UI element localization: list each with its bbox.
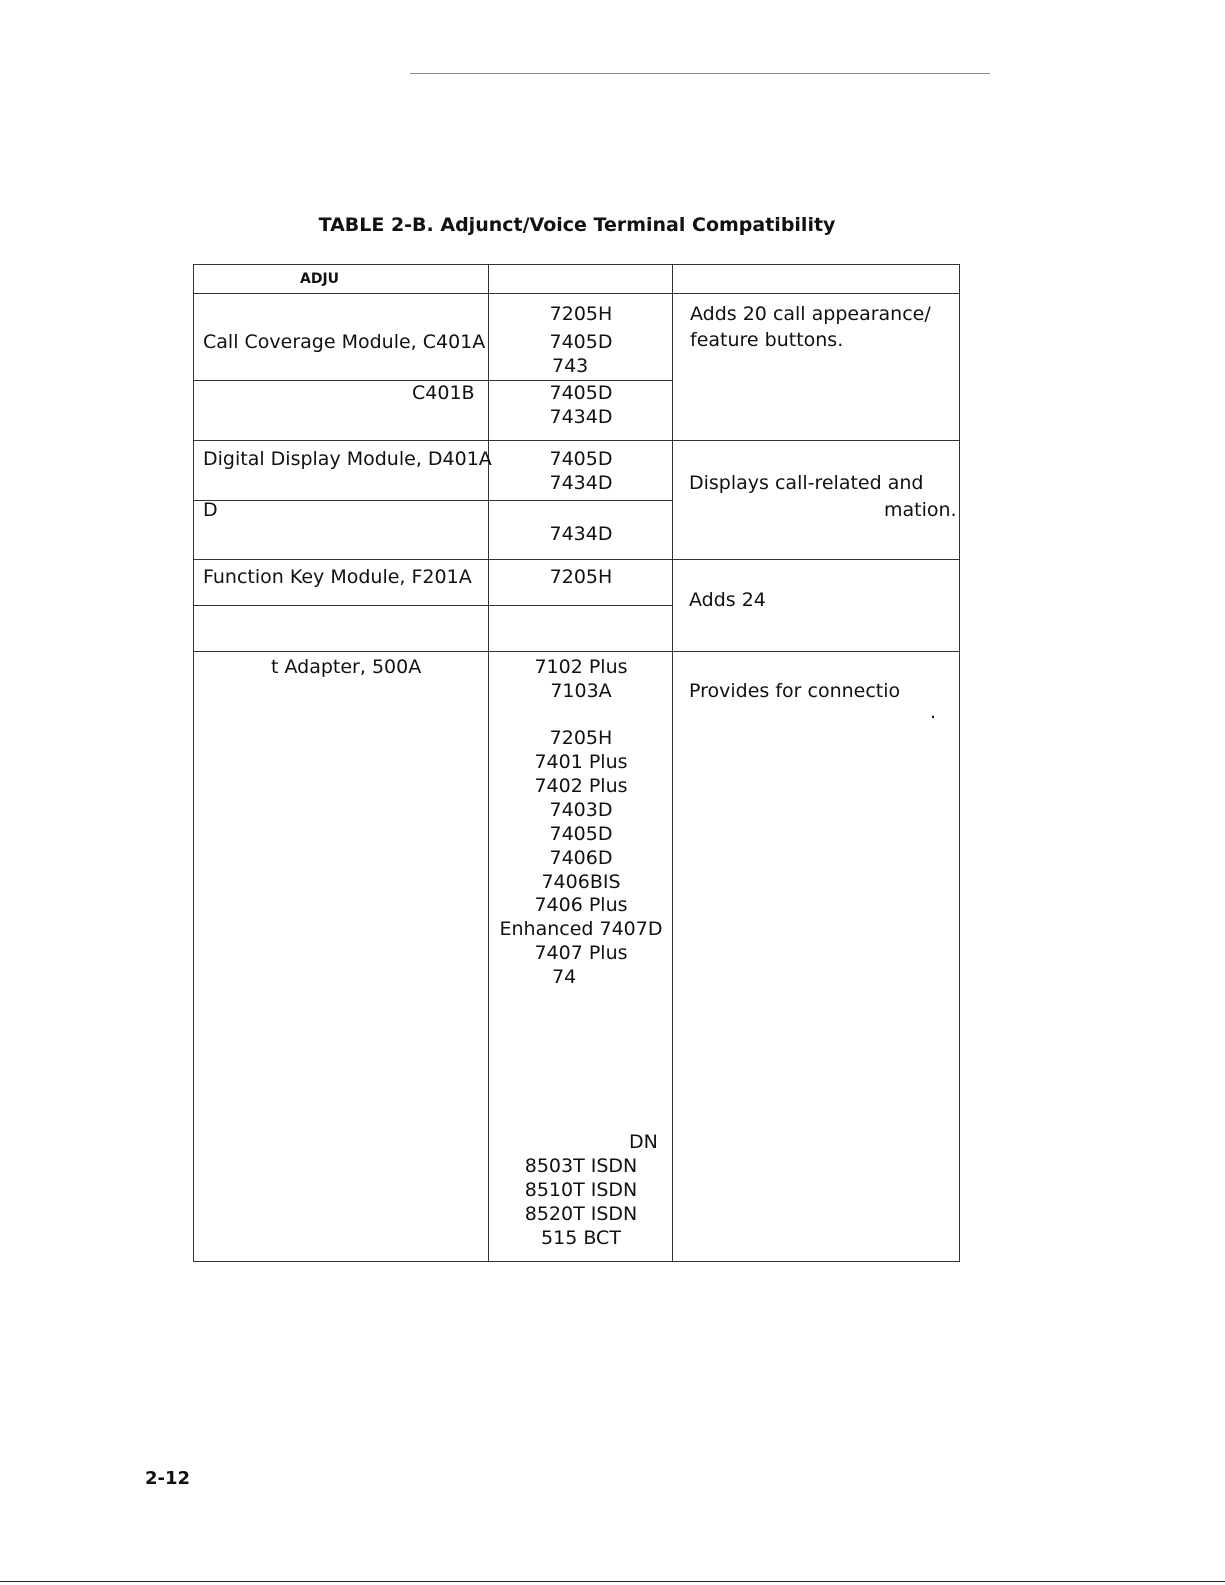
terminal-model: 7102 Plus [534, 656, 628, 678]
terminal-model: 74 [552, 966, 577, 988]
terminal-model: 7434D [549, 406, 613, 428]
adjunct-name: t Adapter, 500A [271, 656, 422, 678]
terminal-model: 7407 Plus [534, 942, 628, 964]
description-line: . [930, 701, 937, 723]
header-rule [410, 73, 990, 74]
terminal-model: 7406D [549, 847, 613, 869]
column-header-adjunct: ADJU [300, 271, 340, 287]
terminal-model: 7406 Plus [534, 894, 628, 916]
terminal-model: 7103A [550, 680, 612, 702]
table-title: TABLE 2-B. Adjunct/Voice Terminal Compatibility [318, 214, 836, 236]
description-line: Provides for connectio [689, 680, 901, 702]
terminal-model: 7405D [549, 382, 613, 404]
page-number: 2-12 [145, 1468, 191, 1489]
adjunct-name: Digital Display Module, D401A [203, 448, 492, 470]
terminal-model: 8520T ISDN [524, 1203, 638, 1225]
terminal-model: 7434D [549, 523, 613, 545]
terminal-model: 8503T ISDN [524, 1155, 638, 1177]
terminal-model: 515 BCT [541, 1227, 621, 1249]
adjunct-name: D [203, 499, 218, 521]
description-line: Adds 24 [689, 589, 766, 611]
terminal-model: 7205H [549, 303, 613, 325]
terminal-model: Enhanced 7407D [499, 918, 663, 940]
description-line: Adds 20 call appearance/ [690, 303, 931, 325]
terminal-model: 7405D [549, 823, 613, 845]
description-line: feature buttons. [690, 329, 844, 351]
adjunct-name: Function Key Module, F201A [203, 566, 472, 588]
footer-rule [0, 1581, 1225, 1582]
terminal-model: DN [629, 1131, 658, 1153]
terminal-model: 7406BIS [541, 871, 621, 893]
terminal-model: 7205H [549, 727, 613, 749]
description-line: mation. [884, 499, 957, 521]
terminal-model: 7403D [549, 799, 613, 821]
terminal-model: 8510T ISDN [524, 1179, 638, 1201]
adjunct-name: Call Coverage Module, C401A [203, 331, 486, 353]
terminal-model: 7434D [549, 472, 613, 494]
terminal-model: 7401 Plus [534, 751, 628, 773]
compatibility-table [193, 264, 960, 1262]
terminal-model: 7405D [549, 331, 613, 353]
description-line: Displays call-related and [689, 472, 924, 494]
terminal-model: 7402 Plus [534, 775, 628, 797]
terminal-model: 743 [552, 355, 589, 377]
terminal-model: 7205H [549, 566, 613, 588]
terminal-model: 7405D [549, 448, 613, 470]
adjunct-name: C401B [412, 382, 475, 404]
